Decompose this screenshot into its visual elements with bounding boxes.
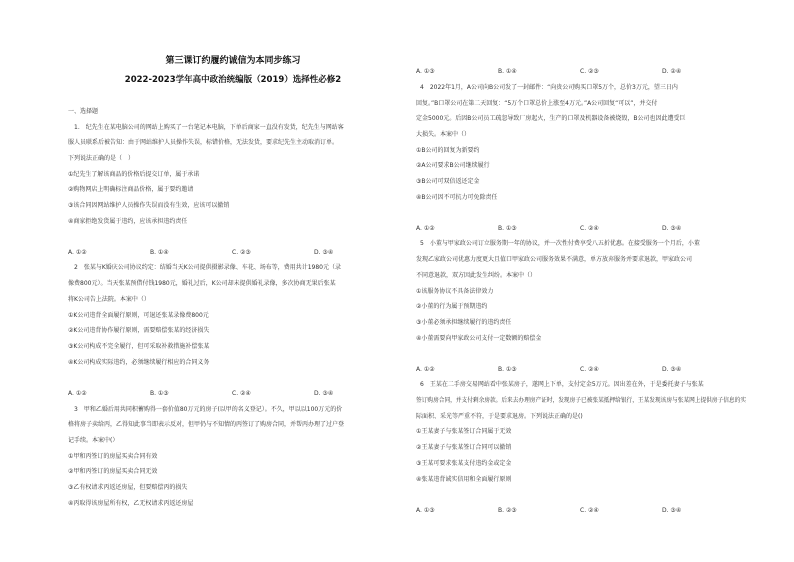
q6-option-c[interactable]: C. ②④: [580, 507, 599, 514]
q1-item-1: ①纪先生了解该商品的价格后提交订单，属于承诺: [68, 171, 200, 178]
q5-item-1: ①该服务协议不具备法律效力: [416, 288, 494, 295]
q5-option-a[interactable]: A. ①②: [416, 366, 435, 373]
q6-line-3: 际面积、采光等严重不符，于是要求退房。下列说法正确的是(): [416, 413, 583, 420]
q2-line-1: 2 张某与K婚庆公司协议约定：结婚当天K公司提供摄影录像、车花、场布等，费用共计1980元（录: [74, 264, 341, 271]
q4-option-c[interactable]: C. ②④: [580, 225, 599, 232]
q3-item-4: ④丙取得该房屋所有权，乙无权请求丙返还房屋: [68, 500, 194, 507]
q1-line-2: 服人员联系后被告知：由于网站维护人员操作失误，标错价格，无法发货，要求纪先生主动取消订单。: [68, 139, 339, 146]
q4-item-3: ③B公司可双倍返还定金: [416, 178, 480, 185]
q5-option-b[interactable]: B. ①③: [498, 366, 517, 373]
q5-option-c[interactable]: C. ②④: [580, 366, 599, 373]
q6-item-1: ①王某妻子与张某签订合同属于无效: [416, 428, 512, 435]
q3-item-2: ②甲和丙签订的房屋买卖合同无效: [68, 468, 158, 475]
q5-line-2: 发现乙家政公司优惠力度更大且值口甲家政公司服务效果不满意，单方放弃服务并要求退款，甲家政公司: [416, 256, 693, 263]
q5-line-3: 不同意退款，双方因此发生纠纷。本案中（）: [416, 272, 537, 279]
q6-line-2: 签订购房合同，并支付剩余房款。后来去办理房产证时，发现房子已被张某抵押给银行，王某发现该房与张某网上提供房子信息的实: [416, 397, 747, 404]
q5-options: [416, 366, 744, 374]
q3-option-c[interactable]: C. ②③: [580, 68, 599, 75]
q1-item-2: ②购物网店上明确标注商品价格，属于要约邀请: [68, 186, 194, 193]
q3-options: [416, 68, 744, 76]
q6-line-1: 6 王某在二手房交易网站看中张某房子，遂网上下单，支付定金5万元。因出差在外，于是委托妻子与张某: [420, 381, 704, 388]
q2-item-1: ①K公司违背全面履行原则，可退还张某录像费800元: [68, 312, 209, 319]
q3-option-d[interactable]: D. ②④: [662, 68, 682, 75]
q2-option-d[interactable]: D. ③④: [314, 390, 334, 397]
q1-option-b[interactable]: B. ①④: [150, 249, 169, 256]
q2-option-a[interactable]: A. ①②: [68, 390, 87, 397]
document-title: 第三课订约履约诚信为本同步练习: [165, 56, 301, 66]
q1-options: [68, 249, 396, 257]
q4-item-4: ④B公司因不可抗力可免除责任: [416, 194, 498, 201]
section-heading: 一、选择题: [68, 108, 99, 115]
q4-options: [416, 225, 744, 233]
q1-line-1: 1. 纪先生在某电脑公司的网站上购买了一台笔记本电脑，下单后商家一直没有发货，纪先生与网站客: [74, 124, 344, 131]
q3-line-3: 记手续。本案中(）: [68, 437, 119, 444]
q4-line-1: 4 2022年1月，A公司向B公司发了一封邮件：“向贵公司购买口罩5万个，总价3万元，望三日内: [420, 84, 678, 91]
q3-option-b[interactable]: B. ①④: [498, 68, 517, 75]
q6-item-3: ③王某可要求张某支付违约金或定金: [416, 460, 512, 467]
q4-option-b[interactable]: B. ①③: [498, 225, 517, 232]
q4-line-2: 回复。”B口罩公司在第二天回复：“5万个口罩总价上涨至4万元。”A公司回复“可以”，并交付: [416, 100, 658, 107]
q6-option-a[interactable]: A. ①③: [416, 507, 435, 514]
q1-option-c[interactable]: C. ②③: [232, 249, 251, 256]
q5-option-d[interactable]: D. ③④: [662, 366, 682, 373]
q2-item-2: ②K公司违背协作履行原则，需要赔偿张某的经济损失: [68, 327, 210, 334]
q1-item-3: ③该合同因网站维护人员操作失误而没有生效，应该可以撤销: [68, 202, 230, 209]
q3-item-3: ③乙有权请求丙返还房屋，但要赔偿丙的损失: [68, 484, 188, 491]
q1-item-4: ④商家拒绝发货属于违约，应该承担违约责任: [68, 218, 188, 225]
q6-option-b[interactable]: B. ②③: [498, 507, 517, 514]
q4-item-1: ①B公司的回复为新要约: [416, 147, 480, 154]
q4-line-4: 大损失。本案中（）: [416, 131, 471, 138]
q3-item-1: ①甲和丙签订的房屋买卖合同有效: [68, 453, 158, 460]
q2-options: [68, 390, 396, 398]
q2-item-3: ③K公司构成不完全履行，但可采取补救措施补偿张某: [68, 343, 210, 350]
q5-item-4: ④小董需要向甲家政公司支付一定数额的赔偿金: [416, 335, 542, 342]
q4-option-d[interactable]: D. ③④: [662, 225, 682, 232]
q3-line-1: 3 甲和乙婚后用共同积蓄购得一套价值80万元的房子(以甲的名义登记）。不久，甲以以100万元的价: [74, 406, 343, 413]
q6-options: [416, 507, 744, 515]
q5-item-3: ③小董必须承担继续履行的违约责任: [416, 319, 512, 326]
q4-option-a[interactable]: A. ①②: [416, 225, 435, 232]
q1-option-a[interactable]: A. ①②: [68, 249, 87, 256]
q4-item-2: ②A公司要求B公司继续履行: [416, 162, 490, 169]
q1-option-d[interactable]: D. ③④: [314, 249, 334, 256]
q6-item-4: ④张某违背诚实信用和全面履行原则: [416, 476, 512, 483]
q5-line-1: 5 小董与甲家政公司订立服务期一年的协议，并一次性付费享受八五折优惠。在接受服务一个月后，小董: [420, 240, 700, 247]
q5-item-2: ②小董的行为属于预期违约: [416, 303, 488, 310]
q3-option-a[interactable]: A. ①③: [416, 68, 435, 75]
q2-line-3: 将K公司告上法院。本案中（）: [68, 296, 150, 303]
q2-line-2: 像费800元）。当天张某预借付钱1980元，婚礼过后，K公司却未提供婚礼录像，多次协商无果后张某: [68, 280, 336, 287]
q6-item-2: ②王某妻子与张某签订合同可以撤销: [416, 444, 512, 451]
q4-line-3: 定金5000元。后因B公司员工疏忽导致厂房起火，生产的口罩及机器设备被烧毁，B公司也因此遭受巨: [416, 115, 686, 122]
q2-option-c[interactable]: C. ②④: [232, 390, 251, 397]
q6-option-d[interactable]: D. ③④: [662, 507, 682, 514]
q3-line-2: 格将房子卖给丙，乙得知此事当即表示反对，但甲仍与不知情的丙签订了购房合同，并帮丙办理了过户登: [68, 421, 345, 428]
document-subtitle: 2022-2023学年高中政治统编版（2019）选择性必修2: [124, 75, 342, 85]
q2-option-b[interactable]: B. ①③: [150, 390, 169, 397]
q1-line-3: 下列说法正确的是（ ）: [68, 155, 135, 162]
q2-item-4: ④K公司构成实际违约，必须继续履行相应的合同义务: [68, 359, 210, 366]
